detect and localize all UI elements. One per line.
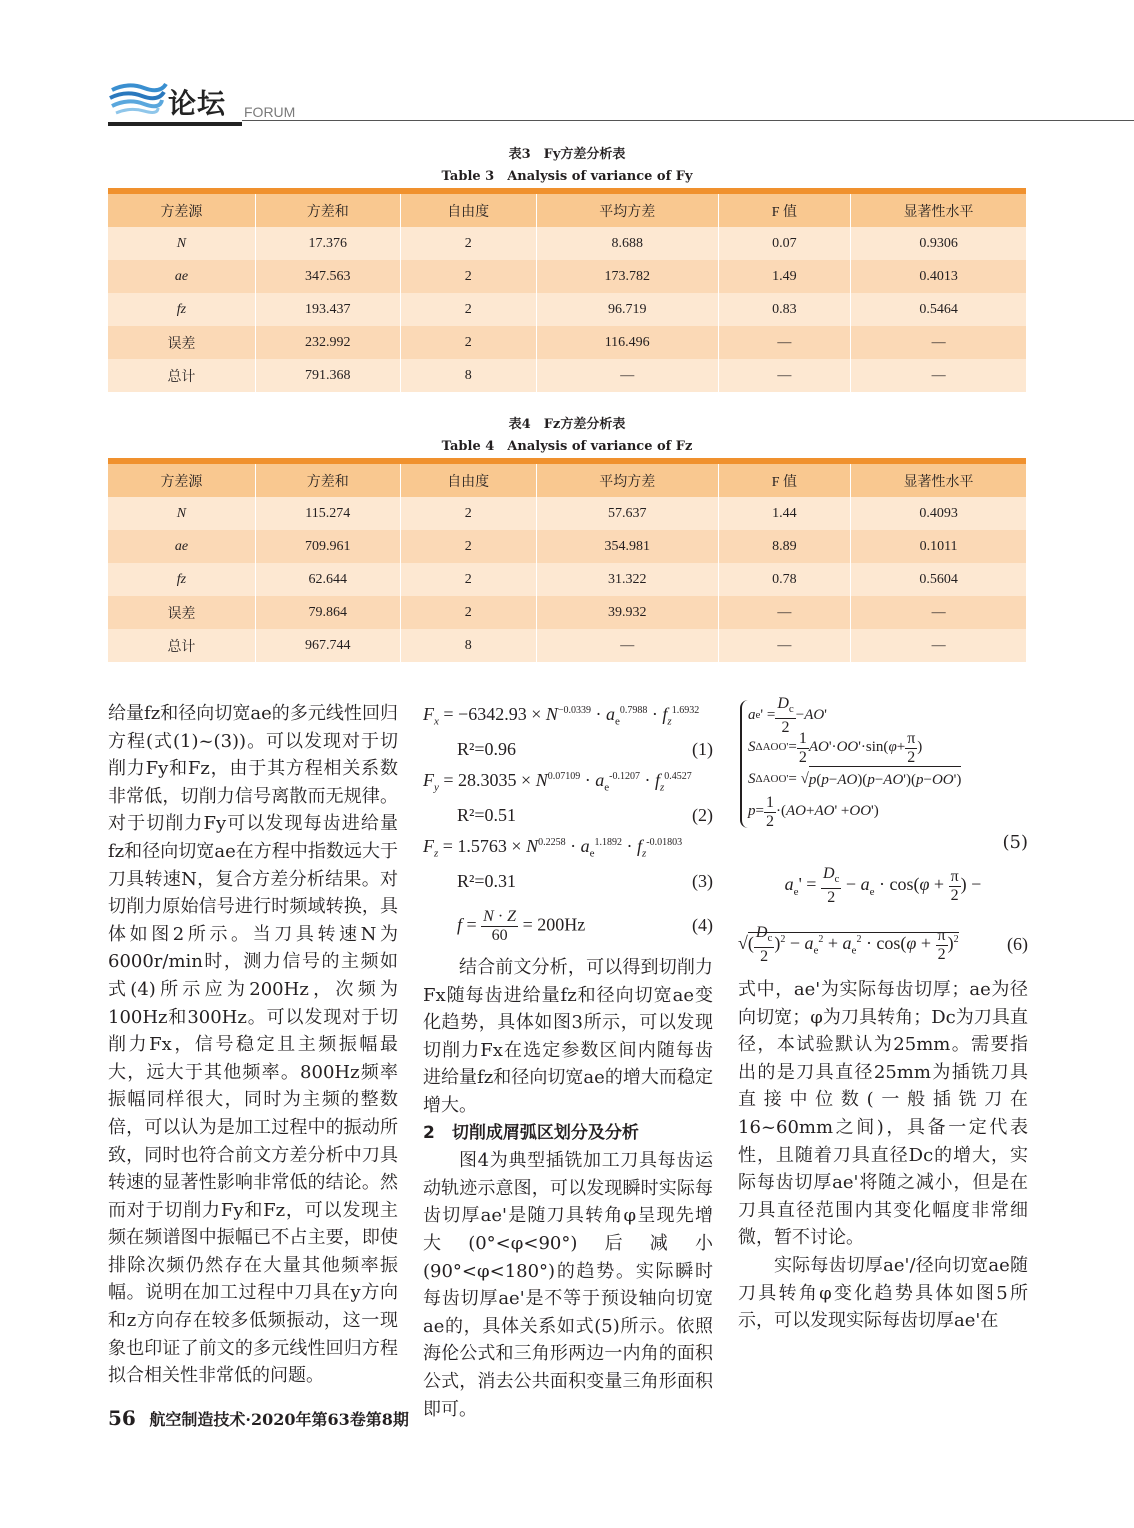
table4-caption-cn: 表4 Fz方差分析表 bbox=[508, 417, 626, 432]
table-cell: 31.322 bbox=[536, 563, 718, 596]
table-cell: 116.496 bbox=[536, 326, 718, 359]
table-row bbox=[108, 629, 1026, 662]
table-cell: 39.932 bbox=[536, 596, 718, 629]
table-cell: 232.992 bbox=[255, 326, 400, 359]
equation-2: $F_y = 28.3035 \times N^{0.07109} \cdot a_e^{-0.1207} \cdot f_z^{0.4527}$ bbox=[423, 769, 692, 794]
table-cell: 79.864 bbox=[255, 596, 400, 629]
table-cell: 总计 bbox=[108, 359, 255, 392]
table3-caption bbox=[108, 144, 1026, 188]
table-cell: 791.368 bbox=[255, 359, 400, 392]
table-cell: 2 bbox=[400, 497, 536, 530]
table-cell: 0.4093 bbox=[851, 497, 1026, 530]
section-subtitle: FORUM bbox=[244, 104, 296, 120]
column-header: 方差和 bbox=[255, 191, 400, 227]
table-cell: — bbox=[718, 326, 851, 359]
column-header: 显著性水平 bbox=[851, 461, 1026, 497]
column-header: 显著性水平 bbox=[851, 191, 1026, 227]
table-cell: 62.644 bbox=[255, 563, 400, 596]
paragraph: 给量fz和径向切宽ae的多元线性回归方程(式(1)~(3))。可以发现对于切削力Fy和Fz，由于其方程相关系数非常低，切削力信号离散而无规律。对于切削力Fy可以发现每齿进给量fz和径向切宽ae在方程中指数远大于刀具转速N，复合方差分析结果。对切削力原始信号进行时频域转换，具体如图2所示。当刀具转速N为6000r/min时，测力信号的主频如式(4)所示应为200Hz，次频为100Hz和300Hz。可以发现对于切削力Fx，信号稳定且主频振幅最大，远大于其他频率。800Hz频率振幅同样很大，同时为主频的整数倍，可以认为是加工过程中的振动所致，同时也符合前文方差分析中刀具转速的显著性影响非常低的结论。然而对于切削力Fy和Fz，可以发现主频在频谱图中振幅已不占主要，即使排除次频仍然存在大量其他频率振幅。说明在加工过程中刀具在y方向和z方向存在较多低频振动，这一现象也印证了前文的多元线性回归方程拟合相关性非常低的问题。 bbox=[108, 703, 398, 1387]
table-header-row bbox=[108, 191, 1026, 227]
table-row bbox=[108, 497, 1026, 530]
paragraph: 实际每齿切厚ae'/径向切宽ae随刀具转角φ变化趋势具体如图5所示，可以发现实际每齿切厚ae'在 bbox=[738, 1254, 1028, 1332]
equation-6-line2: √( $\frac{D_c}{2}$ )$^2 - a_e^2 + a_e^2 \cdot \cos(\varphi$ + $\frac{\pi}{2}$ )$^2$ (6) bbox=[738, 923, 1028, 966]
table-row bbox=[108, 596, 1026, 629]
table-cell: 0.07 bbox=[718, 227, 851, 260]
equation-number: (2) bbox=[692, 804, 713, 825]
table-row bbox=[108, 563, 1026, 596]
table-cell: 8.688 bbox=[536, 227, 718, 260]
table-cell: 17.376 bbox=[255, 227, 400, 260]
table-cell: 1.49 bbox=[718, 260, 851, 293]
page-header bbox=[108, 78, 1134, 128]
column-header: 平均方差 bbox=[536, 461, 718, 497]
table3-caption-cn: 表3 Fy方差分析表 bbox=[508, 147, 626, 162]
table-cell: 误差 bbox=[108, 596, 255, 629]
table3 bbox=[108, 188, 1026, 392]
table-cell: N bbox=[108, 497, 255, 530]
table-row bbox=[108, 359, 1026, 392]
table-row bbox=[108, 326, 1026, 359]
text-column-2 bbox=[423, 700, 713, 1423]
equation-number: (3) bbox=[692, 870, 713, 891]
column-header: 自由度 bbox=[400, 461, 536, 497]
table-cell: 0.5464 bbox=[851, 293, 1026, 326]
table-cell: 57.637 bbox=[536, 497, 718, 530]
table-cell: 2 bbox=[400, 326, 536, 359]
header-rule-thin bbox=[242, 120, 1134, 121]
text-column-1 bbox=[108, 700, 398, 1390]
equation-number: (4) bbox=[692, 915, 713, 936]
table-cell: ae bbox=[108, 530, 255, 563]
header-rule-thick bbox=[108, 122, 242, 126]
section-title: 论坛 bbox=[168, 87, 227, 120]
equation-3-r2: R²=0.31 (3) bbox=[423, 865, 713, 898]
table4-caption bbox=[108, 414, 1026, 458]
table-cell: ae bbox=[108, 260, 255, 293]
table-cell: 8 bbox=[400, 359, 536, 392]
equation-1: $F_x = -6342.93 \times N^{-0.0339} \cdot a_e^{0.7988} \cdot f_z^{1.6932}$ bbox=[423, 703, 700, 728]
table-cell: 2 bbox=[400, 563, 536, 596]
table4-caption-en: Table 4 Analysis of variance of Fz bbox=[441, 439, 693, 454]
table-cell: 2 bbox=[400, 530, 536, 563]
table-cell: 96.719 bbox=[536, 293, 718, 326]
table-cell: 1.44 bbox=[718, 497, 851, 530]
table-row bbox=[108, 293, 1026, 326]
column-header: 方差源 bbox=[108, 461, 255, 497]
equation-number: (5) bbox=[1002, 832, 1028, 853]
equation-number: (6) bbox=[1007, 934, 1028, 955]
table-header-row bbox=[108, 461, 1026, 497]
table-cell: — bbox=[851, 629, 1026, 662]
table-cell: 0.4013 bbox=[851, 260, 1026, 293]
table-cell: 8 bbox=[400, 629, 536, 662]
equation-4: f = $\frac{N \cdot Z}{60}$ = 200Hz (4) bbox=[457, 907, 713, 944]
table-cell: 总计 bbox=[108, 629, 255, 662]
equation-2-r2: R²=0.51 (2) bbox=[423, 799, 713, 832]
equation-1-r2: R²=0.96 (1) bbox=[423, 733, 713, 766]
text-column-3 bbox=[738, 694, 1028, 1335]
table-cell: 0.9306 bbox=[851, 227, 1026, 260]
table-cell: fz bbox=[108, 293, 255, 326]
table-cell: 347.563 bbox=[255, 260, 400, 293]
column-header: 自由度 bbox=[400, 191, 536, 227]
table-cell: 2 bbox=[400, 596, 536, 629]
paragraph: 图4为典型插铣加工刀具每齿运动轨迹示意图，可以发现瞬时实际每齿切厚ae'是随刀具转角φ呈现先增大(0°<φ<90°)后减小(90°<φ<180°)的趋势。实际瞬时每齿切厚ae'是不等于预设轴向切宽ae的，具体关系如式(5)所示。依照海伦公式和三角形两边一内角的面积公式，消去公共面积变量三角形面积即可。 bbox=[423, 1150, 713, 1420]
paragraph: 式中，ae'为实际每齿切厚；ae为径向切宽；φ为刀具转角；Dc为刀具直径，本试验默认为25mm。需要指出的是刀具直径25mm为插铣刀具直接中位数(一般插铣刀在16~60mm之间)，具备一定代表性，且随着刀具直径Dc的增大，实际每齿切厚ae'将随之减小，但是在刀具直径范围内其变化幅度非常细微，暂不讨论。 bbox=[738, 979, 1028, 1249]
table3-caption-en: Table 3 Analysis of variance of Fy bbox=[441, 169, 693, 184]
table-cell: 173.782 bbox=[536, 260, 718, 293]
column-header: 方差源 bbox=[108, 191, 255, 227]
table-cell: 0.5604 bbox=[851, 563, 1026, 596]
journal-info: 航空制造技术·2020年第63卷第8期 bbox=[149, 1410, 409, 1429]
column-header: 方差和 bbox=[255, 461, 400, 497]
table-cell: — bbox=[851, 359, 1026, 392]
table-cell: 8.89 bbox=[718, 530, 851, 563]
journal-logo-icon bbox=[108, 80, 170, 120]
table-cell: 967.744 bbox=[255, 629, 400, 662]
table-cell: 0.83 bbox=[718, 293, 851, 326]
table-cell: — bbox=[536, 629, 718, 662]
column-header: F 值 bbox=[718, 191, 851, 227]
table-cell: 2 bbox=[400, 293, 536, 326]
table-cell: 193.437 bbox=[255, 293, 400, 326]
paragraph: 结合前文分析，可以得到切削力Fx随每齿进给量fz和径向切宽ae变化趋势，具体如图3所示，可以发现切削力Fx在选定参数区间内随每齿进给量fz和径向切宽ae的增大而稳定增大。 bbox=[423, 957, 713, 1116]
table-cell: — bbox=[718, 596, 851, 629]
table-cell: 误差 bbox=[108, 326, 255, 359]
equation-number: (1) bbox=[692, 738, 713, 759]
page-number: 56 bbox=[108, 1406, 136, 1430]
column-header: 平均方差 bbox=[536, 191, 718, 227]
table-cell: 0.78 bbox=[718, 563, 851, 596]
table-cell: — bbox=[851, 326, 1026, 359]
equation-5: a e ' = $\frac{D_c}{2}$ − AO ' S ΔAOO' = $\frac{1}{2}$ AO '· OO '·sin( φ + $\frac{\pi}{2}$ ) S ΔAOO' = √ p(p−AO)(p−AO')(p−OO') p = $\frac{1}{2}$ ·( AO + AO ' + OO ') bbox=[740, 700, 1028, 828]
table-cell: 354.981 bbox=[536, 530, 718, 563]
table-cell: 2 bbox=[400, 260, 536, 293]
table-row bbox=[108, 260, 1026, 293]
page-footer bbox=[108, 1406, 409, 1430]
table-cell: N bbox=[108, 227, 255, 260]
table-cell: 709.961 bbox=[255, 530, 400, 563]
table4 bbox=[108, 458, 1026, 662]
column-header: F 值 bbox=[718, 461, 851, 497]
table-cell: — bbox=[536, 359, 718, 392]
equation-3: $F_z = 1.5763 \times N^{0.2258} \cdot a_e^{1.1892} \cdot f_z^{-0.01803}$ bbox=[423, 835, 683, 860]
section-heading: 2 切削成屑弧区划分及分析 bbox=[423, 1122, 639, 1143]
table-row bbox=[108, 227, 1026, 260]
table-cell: — bbox=[718, 359, 851, 392]
table-cell: 0.1011 bbox=[851, 530, 1026, 563]
equation-6-line1: $a_e'$ = $\frac{D_c}{2}$ − $a_e \cdot \cos(\varphi$ + $\frac{\pi}{2}$ ) − bbox=[784, 864, 982, 907]
table-cell: fz bbox=[108, 563, 255, 596]
table-cell: 115.274 bbox=[255, 497, 400, 530]
table-cell: — bbox=[718, 629, 851, 662]
table-row bbox=[108, 530, 1026, 563]
table-cell: 2 bbox=[400, 227, 536, 260]
table-cell: — bbox=[851, 596, 1026, 629]
